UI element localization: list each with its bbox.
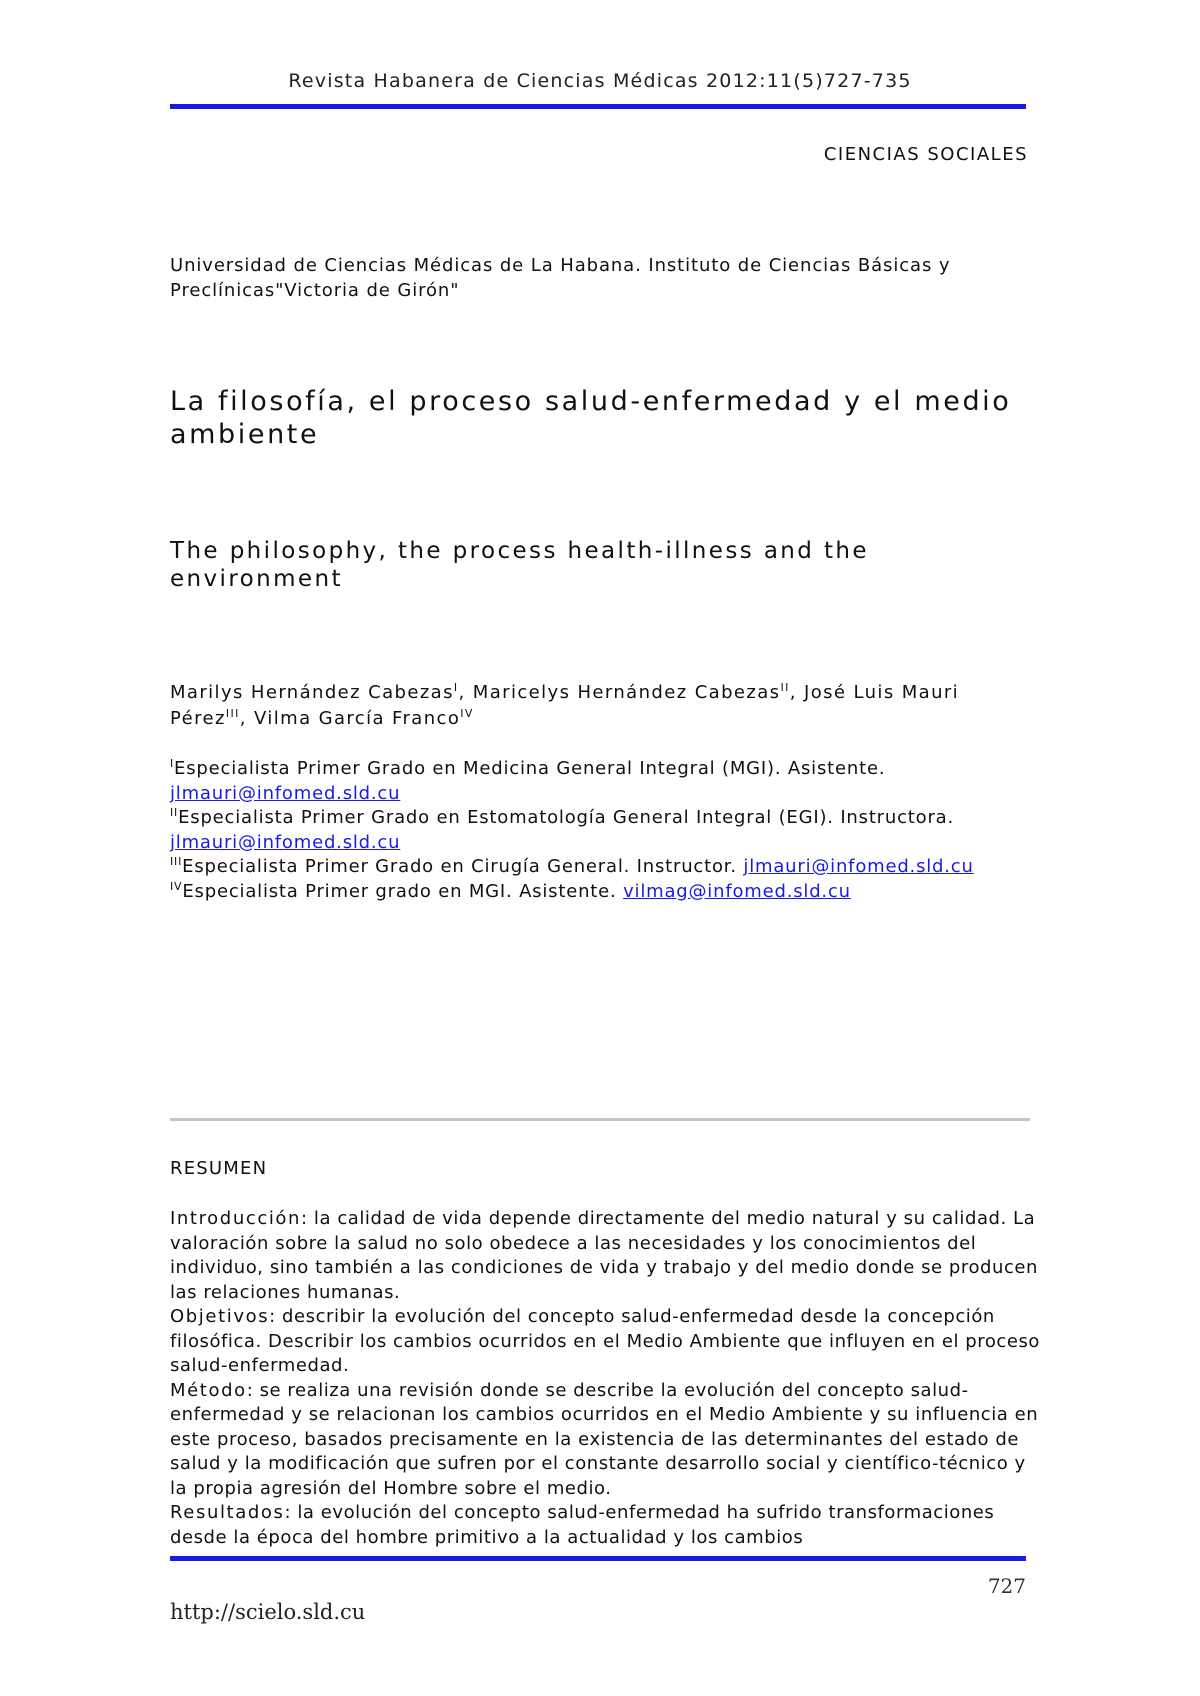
abstract-heading: RESUMEN <box>170 1158 268 1179</box>
email-link[interactable]: jlmauri@infomed.sld.cu <box>170 782 401 804</box>
affiliations <box>170 757 1040 904</box>
abstract-text: : la calidad de vida depende directamente del medio natural y su calidad. La valoración sobre la salud no solo obedece a las necesidades y los conocimientos del individuo, sino también a las condiciones de vida y trabajo y del medio donde se producen las relaciones humanas. <box>170 1208 1038 1303</box>
section-divider <box>170 1118 1030 1121</box>
author-name: Vilma García Franco <box>254 708 461 729</box>
email-link[interactable]: vilmag@infomed.sld.cu <box>623 880 851 902</box>
abstract-objectives <box>170 1305 1040 1379</box>
affiliation-marker: III <box>170 855 183 868</box>
affiliation-text: Especialista Primer grado en MGI. Asistente. <box>182 880 624 902</box>
abstract-label: Método <box>170 1379 247 1401</box>
section-label: CIENCIAS SOCIALES <box>823 144 1028 165</box>
abstract-text: : la evolución del concepto salud-enfermedad ha sufrido transformaciones desde la época del hombre primitivo a la actualidad y los cambios <box>170 1502 995 1548</box>
affiliation-marker: I <box>170 757 175 770</box>
header-rule <box>170 104 1026 109</box>
title-english: The philosophy, the process health-illness and the environment <box>170 538 869 592</box>
affiliation-marker: II <box>170 806 179 819</box>
abstract-text: : describir la evolución del concepto salud-enfermedad desde la concepción filosófica. Describir los cambios ocurridos en el Medio Ambiente que influyen en el proceso salud-enfermedad. <box>170 1306 1040 1376</box>
author-name: Maricelys Hernández Cabezas <box>472 682 781 703</box>
abstract-results <box>170 1501 1040 1550</box>
affiliation-item <box>170 855 1040 880</box>
affiliation-text: Especialista Primer Grado en Cirugía General. Instructor. <box>182 856 744 877</box>
author-separator: , <box>239 708 255 729</box>
journal-header: Revista Habanera de Ciencias Médicas 2012:11(5)727-735 <box>288 70 912 92</box>
author-separator: , <box>458 682 473 703</box>
author-affiliation-marker: III <box>225 707 240 720</box>
affiliation-item <box>170 806 1040 855</box>
abstract-introduction <box>170 1207 1040 1305</box>
abstract-method <box>170 1379 1040 1502</box>
author-affiliation-marker: II <box>780 681 790 694</box>
abstract-body <box>170 1207 1040 1550</box>
institution-line-2: Preclínicas"Victoria de Girón" <box>170 280 460 301</box>
author-separator: , <box>789 682 804 703</box>
author-name: Marilys Hernández Cabezas <box>170 682 454 703</box>
institution <box>170 253 1050 303</box>
abstract-text: : se realiza una revisión donde se describe la evolución del concepto salud-enfermedad y se relacionan los cambios ocurridos en el Medio Ambiente y su influencia en este proceso, basados precisamente en la existencia de las determinantes del estado de salud y la modificación que sufren por el constante desarrollo social y científico-técnico y la propia agresión del Hombre sobre el medio. <box>170 1379 1039 1499</box>
footer-rule <box>170 1556 1026 1561</box>
author-affiliation-marker: I <box>453 681 459 694</box>
author-affiliation-marker: IV <box>460 707 474 720</box>
affiliation-marker: IV <box>170 879 183 893</box>
abstract-label: Objetivos <box>170 1306 270 1327</box>
affiliation-text: Especialista Primer Grado en Medicina General Integral (MGI). Asistente. <box>174 758 886 779</box>
author-name: José Luis Mauri Pérez <box>170 682 960 729</box>
title-spanish: La filosofía, el proceso salud-enfermedad y el medio ambiente <box>170 386 1012 450</box>
institution-line-1: Universidad de Ciencias Médicas de La Habana. Instituto de Ciencias Básicas y <box>170 255 951 276</box>
site-url: http://scielo.sld.cu <box>170 1600 366 1624</box>
email-link[interactable]: jlmauri@infomed.sld.cu <box>170 831 401 853</box>
abstract-label: Introducción <box>170 1208 302 1229</box>
author-list <box>170 680 1030 732</box>
affiliation-item <box>170 757 1040 806</box>
page-number: 727 <box>987 1574 1026 1598</box>
affiliation-item <box>170 880 1040 905</box>
email-link[interactable]: jlmauri@infomed.sld.cu <box>743 856 974 877</box>
affiliation-text: Especialista Primer Grado en Estomatología General Integral (EGI). Instructora. <box>178 807 955 828</box>
abstract-label: Resultados <box>170 1502 285 1523</box>
